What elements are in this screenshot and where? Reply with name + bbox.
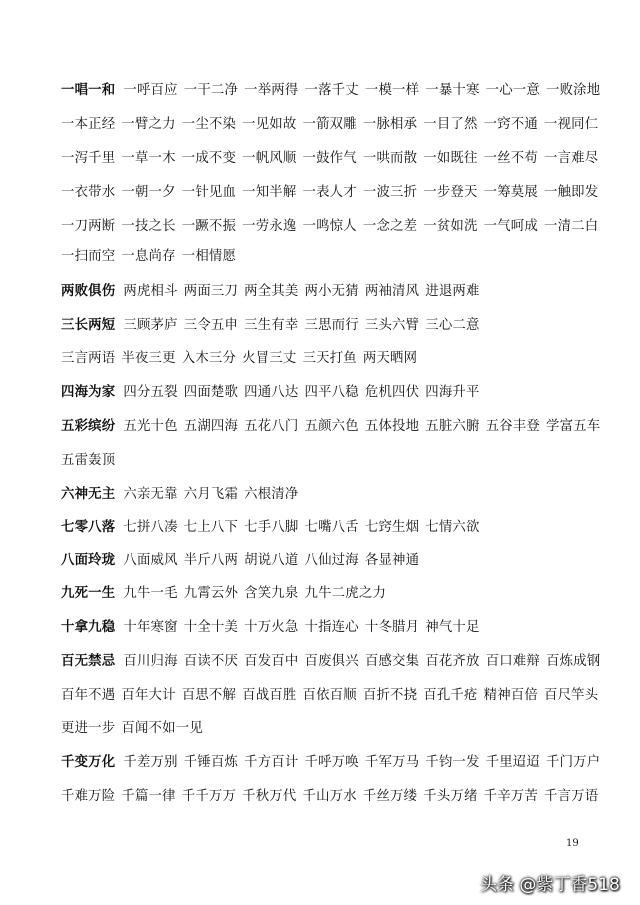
idiom: 一心一意 — [485, 83, 540, 98]
idiom-line — [61, 650, 601, 674]
group-heading: 百无禁忌 — [61, 654, 116, 669]
idiom: 五光十色 — [123, 419, 178, 434]
idiom: 千丝万缕 — [362, 789, 418, 804]
idiom: 一草一木 — [121, 151, 176, 166]
idiom: 含笑九泉 — [244, 586, 299, 601]
idiom: 七拼八凑 — [123, 520, 178, 535]
idiom: 百废俱兴 — [304, 654, 359, 669]
idiom: 百花齐放 — [425, 654, 480, 669]
idiom: 胡说八道 — [244, 553, 299, 568]
idiom: 一衣带水 — [61, 185, 116, 200]
idiom: 五湖四海 — [183, 419, 239, 434]
idiom: 八面威风 — [123, 553, 178, 568]
idiom: 三顾茅庐 — [123, 318, 178, 333]
idiom: 一尘不染 — [181, 117, 237, 132]
idiom: 七窍生烟 — [364, 520, 420, 535]
idiom: 一视同仁 — [544, 117, 599, 132]
idiom: 一扫而空 — [61, 249, 116, 264]
idiom: 两天晒网 — [362, 351, 418, 366]
idiom: 百感交集 — [364, 654, 420, 669]
idiom: 一触即发 — [544, 185, 599, 200]
idiom: 三思而行 — [304, 318, 359, 333]
group-heading: 三长两短 — [61, 318, 116, 333]
idiom: 千锤百炼 — [183, 755, 239, 770]
idiom-line — [61, 347, 601, 371]
idiom: 一窍不通 — [483, 117, 538, 132]
idiom: 一臂之力 — [121, 117, 176, 132]
idiom: 五花八门 — [244, 419, 299, 434]
idiom: 四平八稳 — [304, 385, 359, 400]
idiom: 火冒三丈 — [242, 351, 297, 366]
idiom: 一鼓作气 — [302, 151, 357, 166]
idiom: 两虎相斗 — [123, 284, 178, 299]
idiom: 百思不解 — [181, 688, 237, 703]
idiom: 一波三折 — [362, 185, 418, 200]
idiom-line — [61, 280, 601, 304]
idiom: 两小无猜 — [304, 284, 359, 299]
idiom: 精神百倍 — [483, 688, 538, 703]
idiom: 一蹶不振 — [181, 219, 237, 234]
idiom: 一败涂地 — [546, 83, 601, 98]
idiom: 百发百中 — [244, 654, 299, 669]
group-heading: 五彩缤纷 — [61, 419, 116, 434]
idiom: 百口难辩 — [485, 654, 540, 669]
idiom: 四通八达 — [244, 385, 299, 400]
idiom-line — [61, 449, 601, 473]
idiom: 七情六欲 — [425, 520, 480, 535]
idiom-line — [61, 684, 601, 708]
idiom: 千门万户 — [546, 755, 601, 770]
idiom-line — [61, 181, 601, 205]
idiom: 进退两难 — [425, 284, 480, 299]
idiom: 百折不挠 — [362, 688, 418, 703]
idiom: 一表人才 — [302, 185, 357, 200]
group-heading: 七零八落 — [61, 520, 116, 535]
idiom: 一见如故 — [242, 117, 297, 132]
idiom: 六月飞霜 — [183, 487, 239, 502]
idiom: 半斤八两 — [183, 553, 239, 568]
idiom: 千千万万 — [181, 789, 237, 804]
idiom-line — [61, 215, 601, 239]
idiom: 十冬腊月 — [364, 620, 420, 635]
idiom: 千言万语 — [544, 789, 599, 804]
idiom: 千里迢迢 — [485, 755, 540, 770]
idiom-line — [61, 616, 601, 640]
group-heading: 千变万化 — [61, 755, 116, 770]
idiom: 百闻不如一见 — [121, 721, 203, 736]
idiom: 更进一步 — [61, 721, 116, 736]
idiom-line — [61, 245, 601, 269]
idiom: 百年不遇 — [61, 688, 116, 703]
idiom: 百炼成钢 — [546, 654, 601, 669]
idiom: 一劳永逸 — [242, 219, 297, 234]
idiom: 一刀两断 — [61, 219, 116, 234]
idiom: 一如既往 — [423, 151, 478, 166]
idiom: 百尺竿头 — [544, 688, 599, 703]
idiom: 一息尚存 — [121, 249, 176, 264]
idiom: 千篇一律 — [121, 789, 176, 804]
idiom: 三心二意 — [425, 318, 480, 333]
idiom: 五脏六腑 — [425, 419, 480, 434]
idiom: 千军万马 — [364, 755, 420, 770]
idiom: 一泻千里 — [61, 151, 116, 166]
idiom-line — [61, 79, 601, 103]
idiom: 一鸣惊人 — [302, 219, 357, 234]
idiom: 千钧一发 — [425, 755, 480, 770]
idiom-line — [61, 381, 601, 405]
idiom: 六亲无靠 — [123, 487, 178, 502]
idiom: 四面楚歌 — [183, 385, 239, 400]
idiom: 一帆风顺 — [242, 151, 297, 166]
idiom: 十万火急 — [244, 620, 299, 635]
watermark: 头条 @紫丁香518 — [480, 875, 620, 895]
idiom-line — [61, 717, 601, 741]
idiom: 一言难尽 — [544, 151, 599, 166]
idiom-line — [61, 147, 601, 171]
idiom-line — [61, 483, 601, 507]
idiom: 五体投地 — [364, 419, 420, 434]
group-heading: 九死一生 — [61, 586, 116, 601]
idiom: 九霄云外 — [183, 586, 239, 601]
idiom: 一相情愿 — [181, 249, 237, 264]
idiom: 十全十美 — [183, 620, 239, 635]
idiom: 三生有幸 — [244, 318, 299, 333]
idiom-line — [61, 582, 601, 606]
idiom: 一技之长 — [121, 219, 176, 234]
idiom: 一落千丈 — [304, 83, 359, 98]
idiom: 千方百计 — [244, 755, 299, 770]
idiom: 千难万险 — [61, 789, 116, 804]
idiom: 两面三刀 — [183, 284, 239, 299]
idiom: 一本正经 — [61, 117, 116, 132]
idiom: 学富五车 — [546, 419, 601, 434]
idiom: 一脉相承 — [362, 117, 418, 132]
idiom-line — [61, 549, 601, 573]
idiom: 千秋万代 — [242, 789, 297, 804]
idiom: 七上八下 — [183, 520, 239, 535]
idiom: 一筹莫展 — [483, 185, 538, 200]
idiom: 一贫如洗 — [423, 219, 478, 234]
idiom: 五谷丰登 — [485, 419, 540, 434]
idiom: 百依百顺 — [302, 688, 357, 703]
idiom: 四海升平 — [425, 385, 480, 400]
group-heading: 八面玲珑 — [61, 553, 116, 568]
idiom: 一针见血 — [181, 185, 237, 200]
idiom: 十指连心 — [304, 620, 359, 635]
idiom: 百川归海 — [123, 654, 178, 669]
idiom: 千差万别 — [123, 755, 178, 770]
idiom-line — [61, 314, 601, 338]
idiom: 各显神通 — [364, 553, 420, 568]
idiom: 一气呵成 — [483, 219, 538, 234]
group-heading: 一唱一和 — [61, 83, 116, 98]
idiom: 一念之差 — [362, 219, 418, 234]
idiom: 九牛一毛 — [123, 586, 178, 601]
idiom: 五雷轰顶 — [61, 453, 116, 468]
idiom: 一暴十寒 — [425, 83, 480, 98]
idiom: 两全其美 — [244, 284, 299, 299]
idiom: 七嘴八舌 — [304, 520, 359, 535]
group-heading: 两败俱伤 — [61, 284, 116, 299]
idiom: 一朝一夕 — [121, 185, 176, 200]
idiom: 三令五申 — [183, 318, 239, 333]
idiom: 十年寒窗 — [123, 620, 178, 635]
idiom: 一清二白 — [544, 219, 599, 234]
idiom: 一步登天 — [423, 185, 478, 200]
idiom: 六根清净 — [244, 487, 299, 502]
idiom: 八仙过海 — [304, 553, 359, 568]
idiom: 一哄而散 — [362, 151, 418, 166]
idiom: 千头万绪 — [423, 789, 478, 804]
idiom: 百战百胜 — [242, 688, 297, 703]
idiom: 半夜三更 — [121, 351, 176, 366]
idiom: 神气十足 — [425, 620, 480, 635]
idiom: 千呼万唤 — [304, 755, 359, 770]
idiom: 百孔千疮 — [423, 688, 478, 703]
idiom: 两袖清风 — [364, 284, 420, 299]
idiom: 三天打鱼 — [302, 351, 357, 366]
idiom: 千辛万苦 — [483, 789, 538, 804]
idiom: 一知半解 — [242, 185, 297, 200]
idiom: 三头六臂 — [364, 318, 420, 333]
idiom: 入木三分 — [181, 351, 237, 366]
idiom: 五颜六色 — [304, 419, 359, 434]
idiom: 危机四伏 — [364, 385, 420, 400]
idiom: 百年大计 — [121, 688, 176, 703]
idiom: 一箭双雕 — [302, 117, 357, 132]
idiom-line — [61, 751, 601, 775]
idiom: 九牛二虎之力 — [304, 586, 387, 601]
idiom: 一目了然 — [423, 117, 478, 132]
idiom: 一干二净 — [183, 83, 239, 98]
idiom: 一丝不苟 — [483, 151, 538, 166]
group-heading: 四海为家 — [61, 385, 116, 400]
group-heading: 十拿九稳 — [61, 620, 116, 635]
idiom-line — [61, 415, 601, 439]
idiom-line — [61, 113, 601, 137]
idiom: 三言两语 — [61, 351, 116, 366]
idiom-line — [61, 516, 601, 540]
idiom: 千山万水 — [302, 789, 357, 804]
idiom: 一呼百应 — [123, 83, 178, 98]
idiom: 七手八脚 — [244, 520, 299, 535]
idiom: 一举两得 — [244, 83, 299, 98]
idiom-line — [61, 785, 601, 809]
idiom: 一成不变 — [181, 151, 237, 166]
page-number: 19 — [566, 838, 579, 849]
idiom: 百读不厌 — [183, 654, 239, 669]
idiom: 四分五裂 — [123, 385, 178, 400]
idiom: 一模一样 — [364, 83, 420, 98]
group-heading: 六神无主 — [61, 487, 116, 502]
